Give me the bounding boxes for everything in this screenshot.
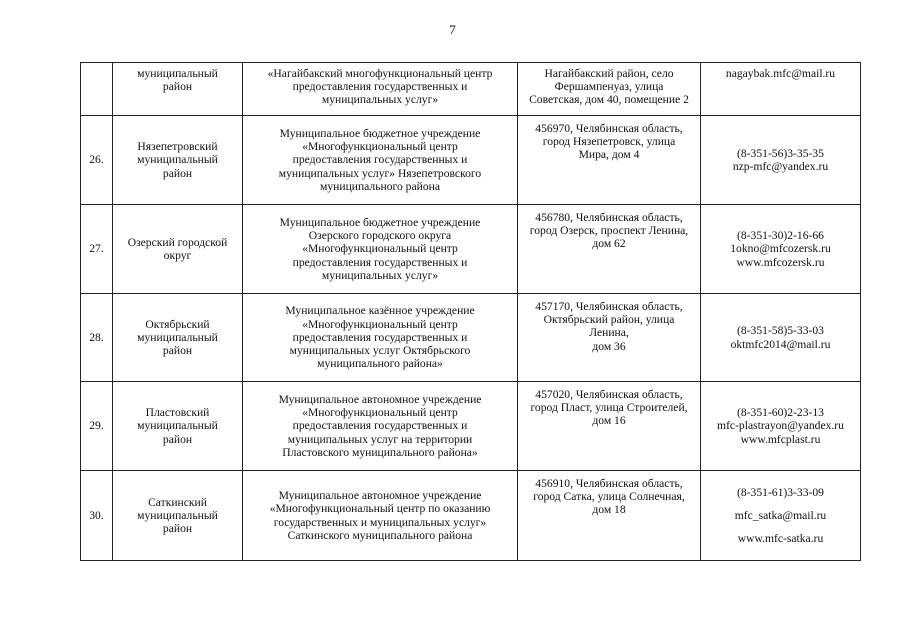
text-line: муниципальных услуг» Нязепетровского xyxy=(278,166,482,180)
row-number xyxy=(81,63,113,116)
address-cell xyxy=(518,294,701,382)
text-line: муниципальный xyxy=(137,508,218,522)
line-gap xyxy=(705,499,856,509)
row-number: 30. xyxy=(81,471,113,561)
text-line: муниципальных услуг Октябрьского xyxy=(289,344,471,358)
text-line: предоставления государственных и xyxy=(292,255,468,269)
contacts-cell xyxy=(701,116,861,205)
text-line: район xyxy=(162,432,193,446)
text-line: город Нязепетровск, улица xyxy=(542,135,676,149)
text-line: дом 36 xyxy=(592,339,626,353)
text-line: предоставления государственных и xyxy=(292,80,468,94)
text-line: mfc-plastrayon@yandex.ru xyxy=(717,419,844,433)
text-line: (8-351-56)3-35-35 xyxy=(737,146,824,160)
row-number: 26. xyxy=(81,116,113,205)
table-row xyxy=(81,294,861,382)
text-line: Октябрьский xyxy=(145,317,210,331)
text-line: Пластовский xyxy=(145,406,210,420)
district-cell xyxy=(113,294,243,382)
text-line: «Нагайбакский многофункциональный центр xyxy=(267,67,493,80)
institution-cell xyxy=(243,471,518,561)
text-line: Озерского городского округа xyxy=(308,229,452,243)
text-line: муниципальный xyxy=(137,419,218,433)
text-line: «Многофункциональный центр по оказанию xyxy=(269,502,491,516)
row-number: 28. xyxy=(81,294,113,382)
text-line: Мира, дом 4 xyxy=(578,148,640,162)
district-cell xyxy=(113,63,243,116)
table-row xyxy=(81,471,861,561)
text-line: www.mfcozersk.ru xyxy=(736,255,825,269)
text-line: муниципальных услуг» xyxy=(321,93,439,107)
text-line: (8-351-61)3-33-09 xyxy=(737,485,824,499)
text-line: Ленина, xyxy=(589,326,629,340)
text-line: «Многофункциональный центр xyxy=(302,317,458,331)
district-cell xyxy=(113,205,243,294)
text-line: Муниципальное казённое учреждение xyxy=(285,304,475,318)
text-line: район xyxy=(162,344,193,358)
text-line: Муниципальное автономное учреждение xyxy=(278,489,482,503)
text-line: государственных и муниципальных услуг» xyxy=(273,515,487,529)
address-cell xyxy=(518,382,701,471)
text-line: Пластовского муниципального района» xyxy=(282,445,478,459)
text-line: mfc_satka@mail.ru xyxy=(734,508,827,522)
address-cell xyxy=(518,116,701,205)
text-line: дом 62 xyxy=(592,237,626,251)
institution-cell xyxy=(243,382,518,471)
contacts-cell xyxy=(701,382,861,471)
text-line: город Озерск, проспект Ленина, xyxy=(529,224,689,238)
text-line: муниципальный xyxy=(137,330,218,344)
text-line: 456970, Челябинская область, xyxy=(535,122,683,135)
contacts-cell xyxy=(701,294,861,382)
text-line: район xyxy=(162,166,193,180)
institution-cell xyxy=(243,63,518,116)
table-row xyxy=(81,63,861,116)
text-line: nagaybak.mfc@mail.ru xyxy=(725,67,836,80)
line-gap xyxy=(705,522,856,532)
text-line: город Сатка, улица Солнечная, xyxy=(533,490,685,504)
text-line: oktmfc2014@mail.ru xyxy=(730,337,831,351)
district-cell xyxy=(113,116,243,205)
text-line: Муниципальное бюджетное учреждение xyxy=(279,215,481,229)
row-number: 29. xyxy=(81,382,113,471)
text-line: Озерский городской xyxy=(127,235,228,249)
text-line: 457170, Челябинская область, xyxy=(535,300,683,313)
text-line: район xyxy=(162,80,193,94)
text-line: предоставления государственных и xyxy=(292,419,468,433)
text-line: муниципального района xyxy=(320,179,440,193)
text-line: (8-351-60)2-23-13 xyxy=(737,406,824,420)
institution-cell xyxy=(243,294,518,382)
text-line: «Многофункциональный центр xyxy=(302,140,458,154)
address-cell xyxy=(518,63,701,116)
text-line: «Многофункциональный центр xyxy=(302,242,458,256)
text-line: Саткинский xyxy=(148,495,207,509)
page-number: 7 xyxy=(449,22,456,37)
address-cell xyxy=(518,205,701,294)
text-line: Октябрьский район, улица xyxy=(543,313,675,327)
text-line: (8-351-30)2-16-66 xyxy=(737,229,824,243)
text-line: Фершампенуаз, улица xyxy=(554,80,664,94)
text-line: www.mfc-satka.ru xyxy=(737,532,824,546)
text-line: nzp-mfc@yandex.ru xyxy=(732,160,829,173)
institution-cell xyxy=(243,205,518,294)
text-line: Советская, дом 40, помещение 2 xyxy=(529,93,689,107)
text-line: 456780, Челябинская область, xyxy=(535,211,683,224)
text-line: муниципальных услуг на территории xyxy=(287,432,473,446)
address-cell xyxy=(518,471,701,561)
contacts-cell xyxy=(701,205,861,294)
row-number: 27. xyxy=(81,205,113,294)
text-line: город Пласт, улица Строителей, xyxy=(530,401,688,415)
text-line: www.mfcplast.ru xyxy=(740,432,821,446)
text-line: 1okno@mfcozersk.ru xyxy=(730,242,831,256)
text-line: муниципальный xyxy=(137,153,218,167)
text-line: муниципального района» xyxy=(317,357,443,371)
table-row xyxy=(81,382,861,471)
contacts-cell xyxy=(701,471,861,561)
text-line: Нагайбакский район, село xyxy=(544,67,674,80)
text-line: предоставления государственных и xyxy=(292,153,468,167)
text-line: «Многофункциональный центр xyxy=(302,406,458,420)
text-line: Муниципальное бюджетное учреждение xyxy=(279,126,481,140)
text-line: дом 16 xyxy=(592,414,626,428)
text-line: муниципальных услуг» xyxy=(321,268,439,282)
text-line: Муниципальное автономное учреждение xyxy=(278,392,482,406)
text-line: дом 18 xyxy=(592,503,626,517)
text-line: Саткинского муниципального района xyxy=(287,528,473,542)
text-line: муниципальный xyxy=(137,67,218,80)
table-row xyxy=(81,116,861,205)
text-line: предоставления государственных и xyxy=(292,330,468,344)
contacts-cell xyxy=(701,63,861,116)
table-body xyxy=(81,63,861,561)
text-line: Нязепетровский xyxy=(137,140,218,154)
district-cell xyxy=(113,382,243,471)
text-line: район xyxy=(162,522,193,536)
text-line: округ xyxy=(163,249,192,262)
text-line: (8-351-58)5-33-03 xyxy=(737,324,824,338)
mfc-table xyxy=(80,62,861,561)
institution-cell xyxy=(243,116,518,205)
district-cell xyxy=(113,471,243,561)
table-row xyxy=(81,205,861,294)
text-line: 457020, Челябинская область, xyxy=(535,388,683,401)
text-line: 456910, Челябинская область, xyxy=(535,477,683,490)
